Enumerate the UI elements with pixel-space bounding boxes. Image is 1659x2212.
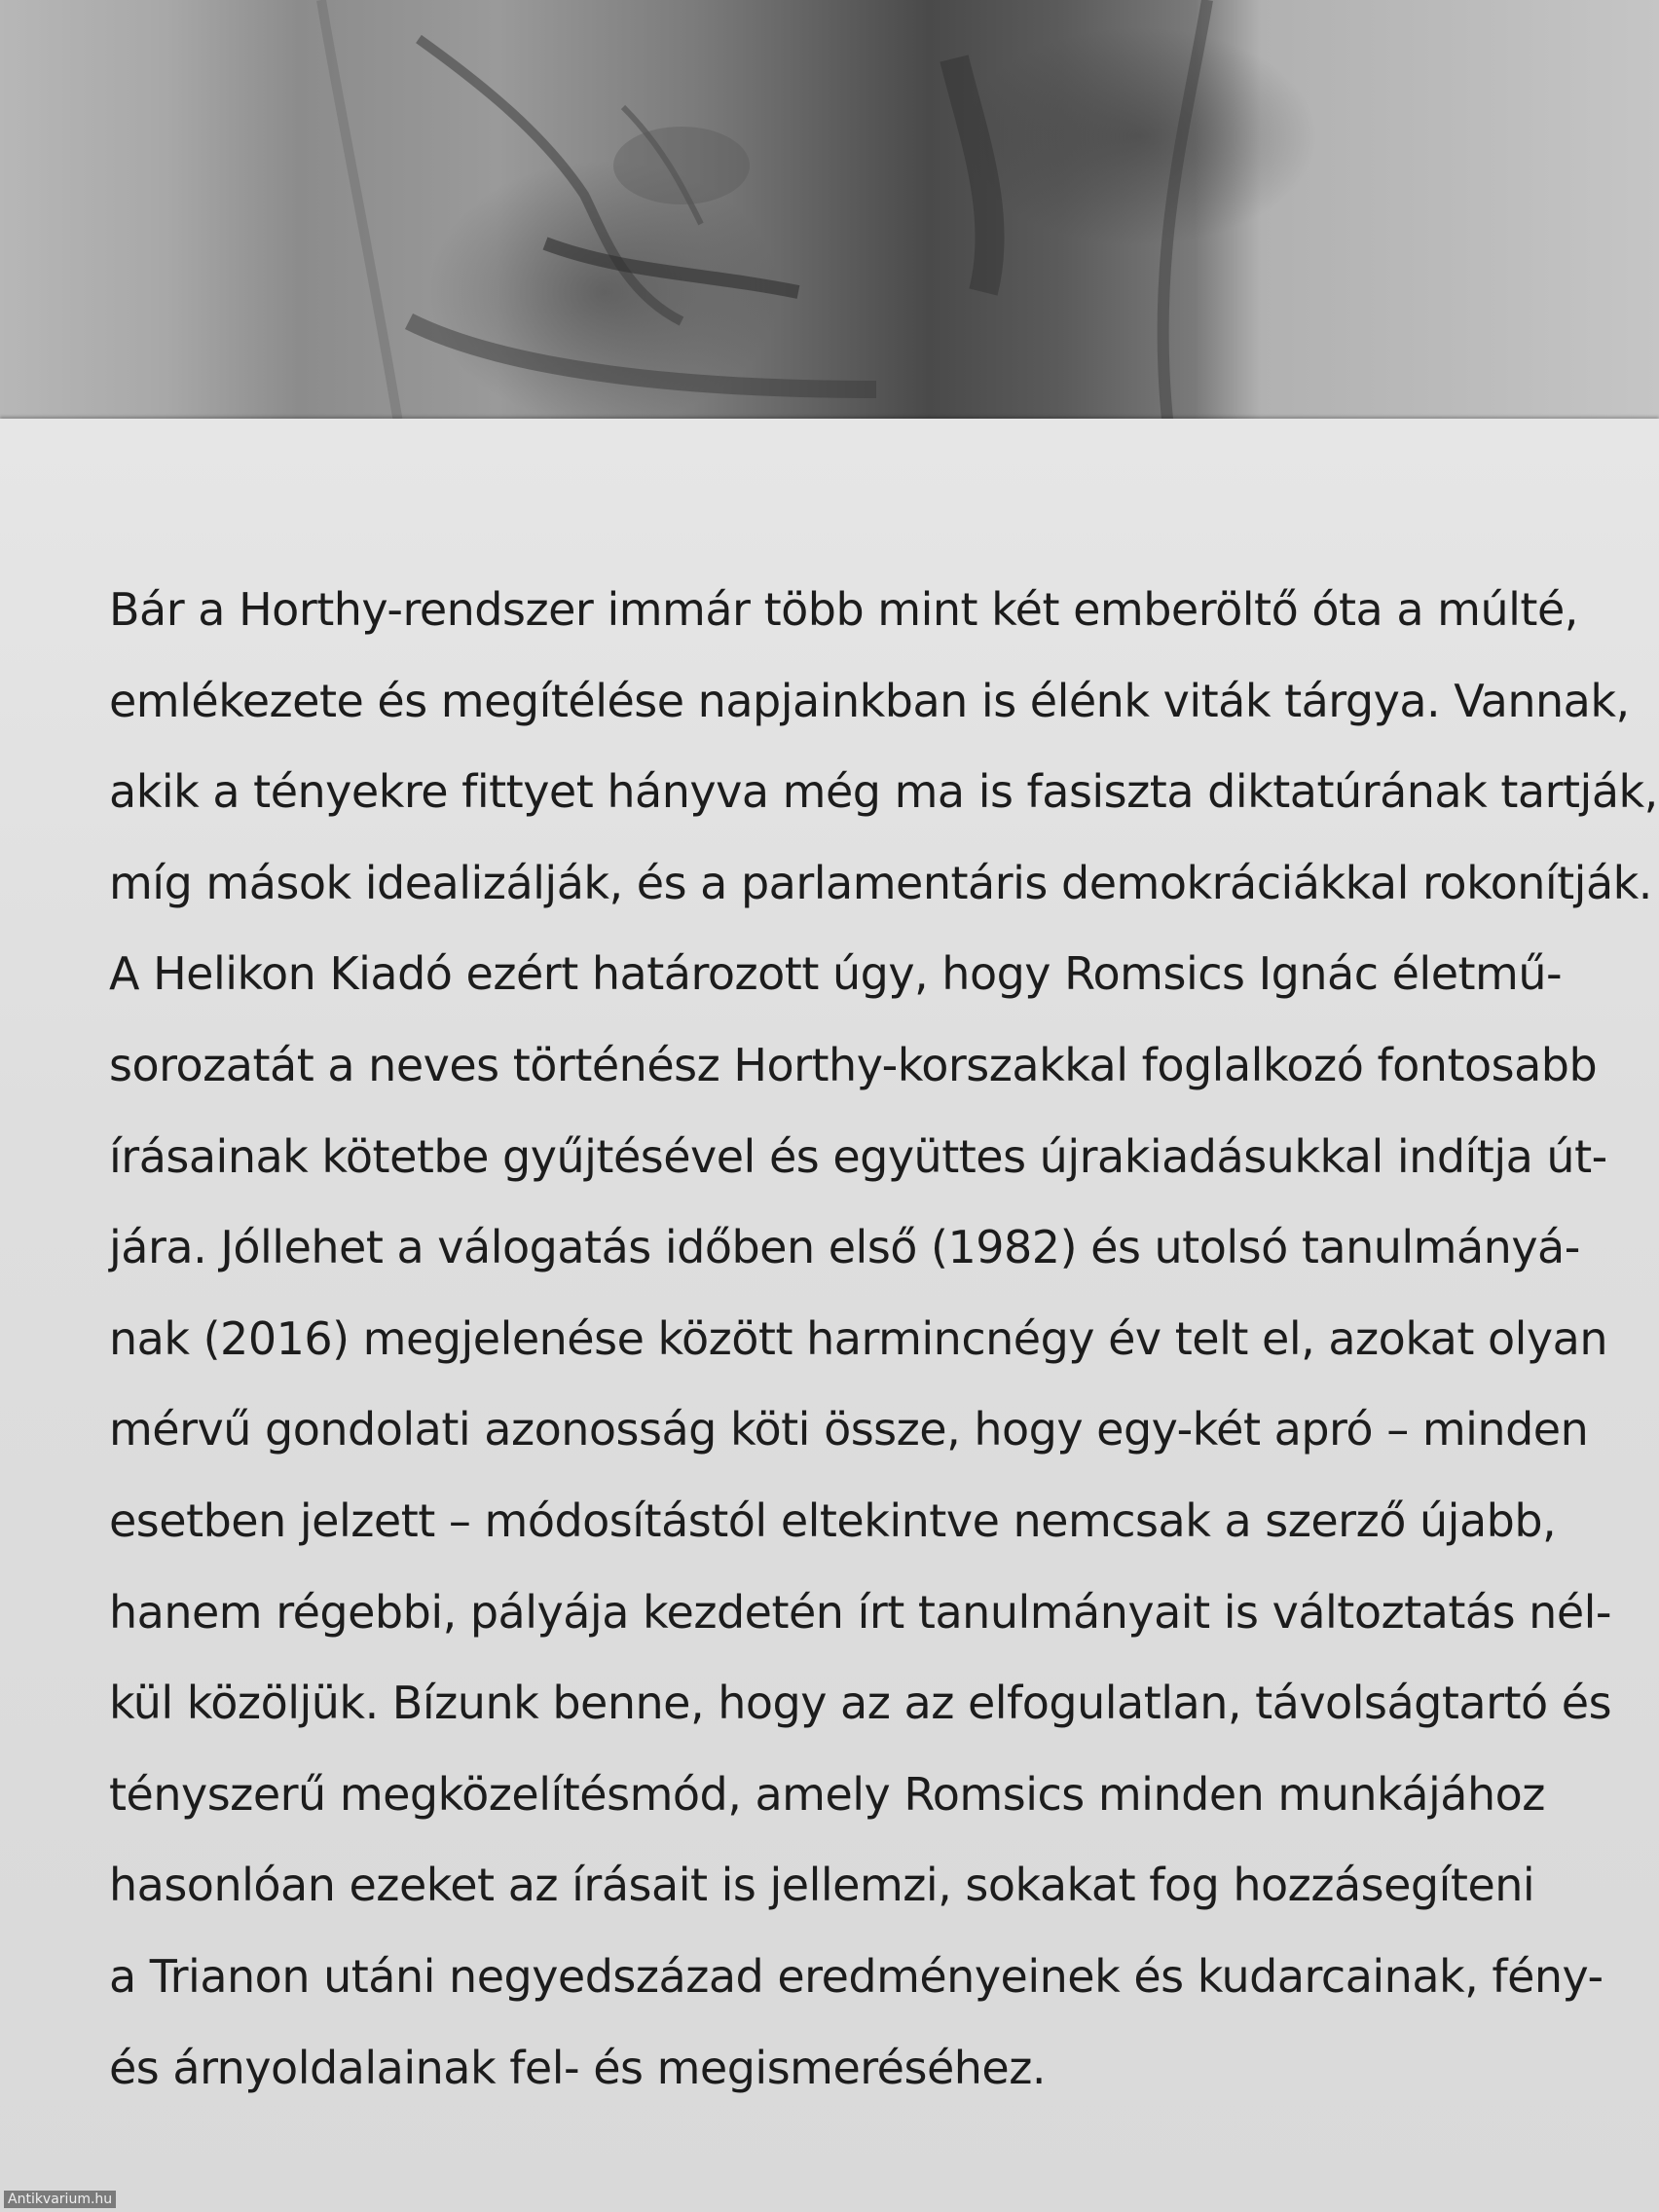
watermark: Antikvarium.hu [4,2191,116,2208]
cover-blurb [109,565,1658,2114]
blurb-line: sorozatát a neves történész Horthy-korszakkal foglalkozó fontosabb [109,1038,1598,1091]
blurb-line: jára. Jóllehet a válogatás időben első (1982) és utolsó tanulmányá- [109,1221,1580,1274]
blurb-line: Bár a Horthy-rendszer immár több mint két emberöltő óta a múlté, [109,583,1578,636]
portrait-detail [0,0,1659,428]
blurb-line: esetben jelzett – módosítástól eltekintve nemcsak a szerző újabb, [109,1493,1557,1547]
text-panel [0,419,1659,2212]
blurb-line: tényszerű megközelítésmód, amely Romsics minden munkájához [109,1767,1545,1821]
blurb-line: míg mások idealizálják, és a parlamentáris demokráciákkal rokonítják. [109,856,1652,909]
blurb-line: akik a tényekre fittyet hányva még ma is fasiszta diktatúrának tartják, [109,765,1658,819]
blurb-line: kül közöljük. Bízunk benne, hogy az az elfogulatlan, távolságtartó és [109,1677,1612,1730]
blurb-line: mérvű gondolati azonosság köti össze, hogy egy-két apró – minden [109,1403,1589,1456]
blurb-line: emlékezete és megítélése napjainkban is élénk viták tárgya. Vannak, [109,674,1630,727]
blurb-line: írásainak kötetbe gyűjtésével és együttes újrakiadásukkal indítja út- [109,1129,1607,1183]
blurb-line: hasonlóan ezeket az írásait is jellemzi, sokakat fog hozzásegíteni [109,1859,1535,1912]
blurb-line: a Trianon utáni negyedszázad eredményeinek és kudarcainak, fény- [109,1949,1604,2003]
portrait-photo [0,0,1659,428]
blurb-line: nak (2016) megjelenése között harmincnégy év telt el, azokat olyan [109,1311,1607,1365]
blurb-line: és árnyoldalainak fel- és megismeréséhez. [109,2041,1046,2094]
blurb-line: A Helikon Kiadó ezért határozott úgy, hogy Romsics Ignác életmű- [109,947,1563,1001]
blurb-line: hanem régebbi, pályája kezdetén írt tanulmányait is változtatás nél- [109,1585,1612,1639]
